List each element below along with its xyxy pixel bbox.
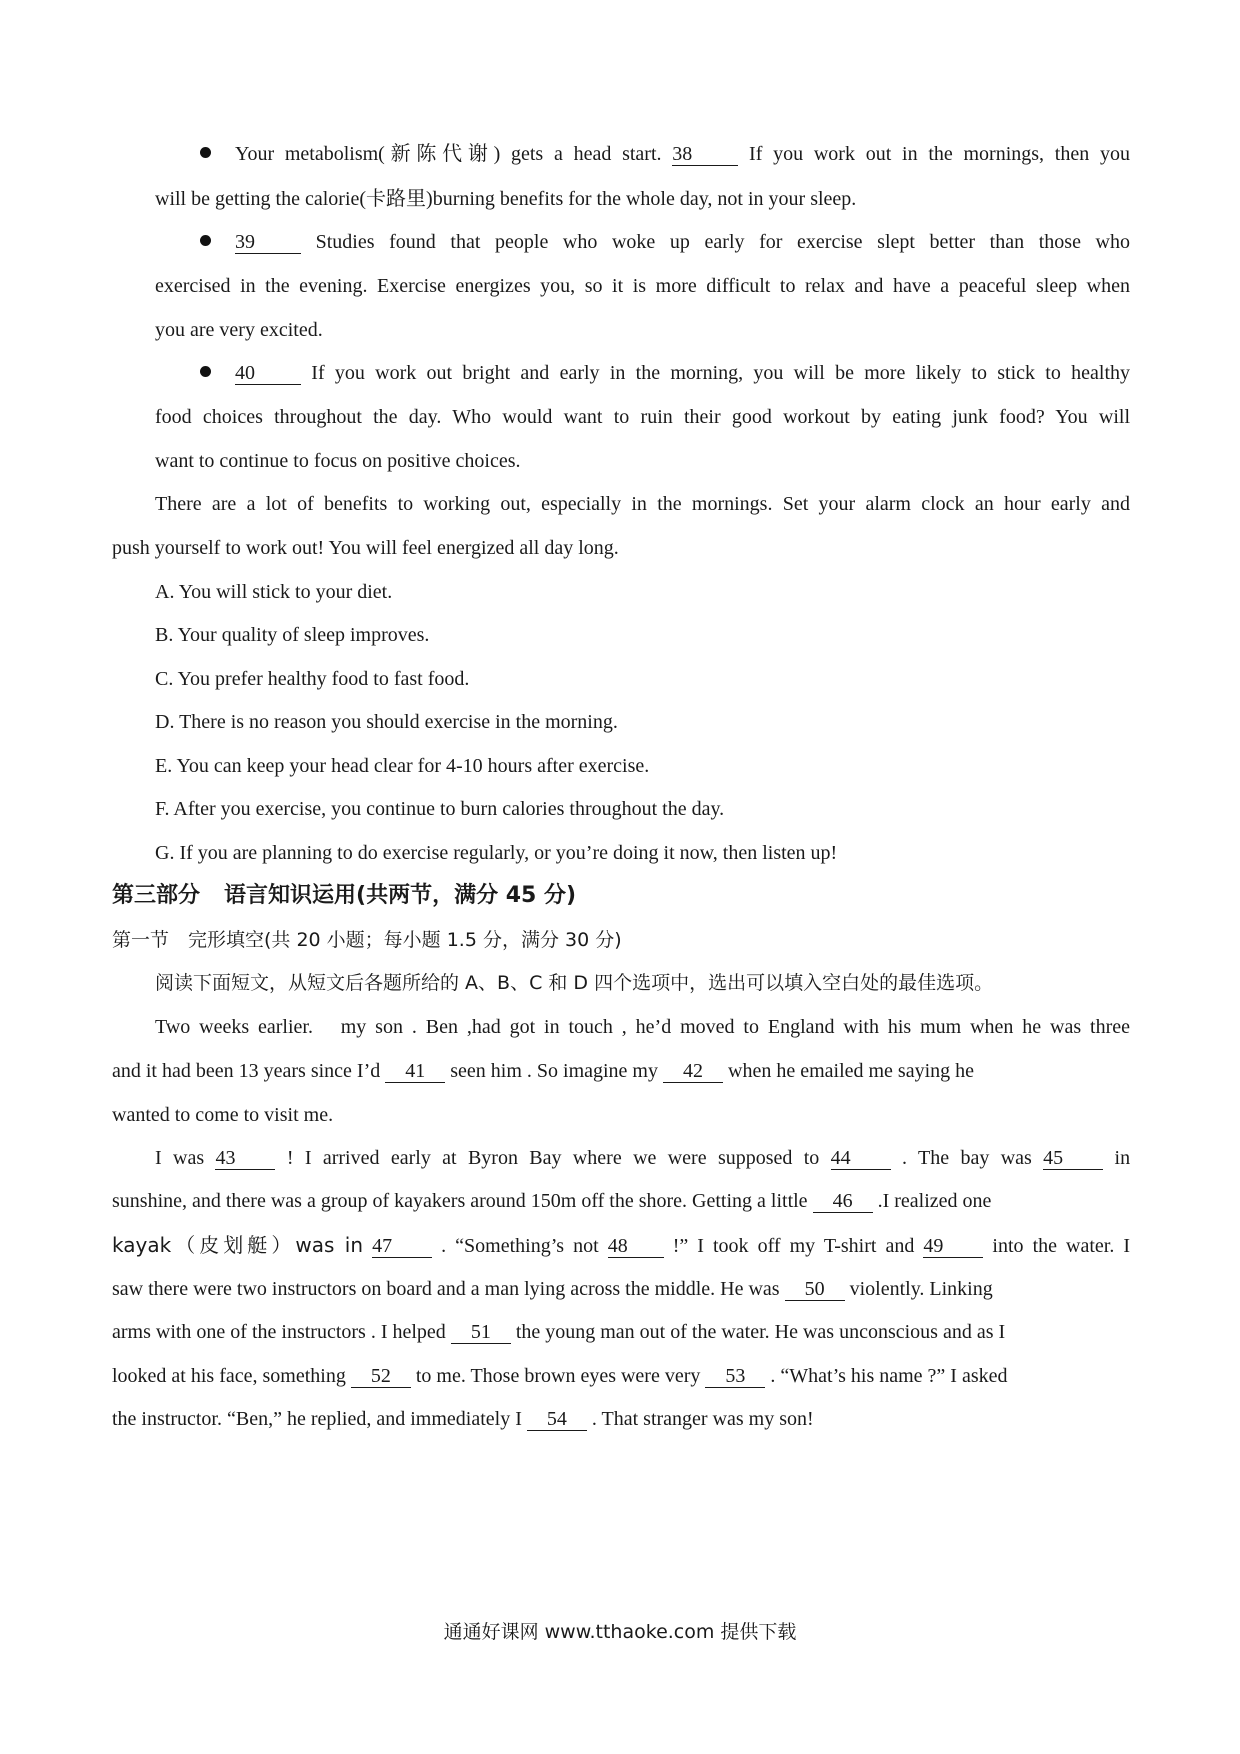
bullet-item-40	[200, 360, 1130, 386]
answer-blank-52[interactable]: 52	[351, 1365, 411, 1388]
cloze-line: Two weeks earlier. my son . Ben ,had got in touch , he’d moved to England with his mum when he was three	[155, 1016, 1130, 1038]
answer-blank-40[interactable]: 40	[235, 362, 301, 385]
answer-blank-46[interactable]: 46	[813, 1190, 873, 1213]
answer-blank-48[interactable]: 48	[608, 1235, 664, 1258]
option-d: D. There is no reason you should exercise in the morning.	[155, 711, 618, 733]
bullet-40-continuation: food choices throughout the day. Who would want to ruin their good workout by eating junk food? You will	[155, 406, 1130, 428]
bullet-item-38	[200, 141, 1130, 167]
bullet-text: If you work out bright and early in the morning, you will be more likely to stick to healthy	[311, 362, 1131, 384]
answer-blank-41[interactable]: 41	[385, 1060, 445, 1083]
bullet-text: Studies found that people who woke up early for exercise slept better than those who	[315, 231, 1130, 253]
answer-blank-45[interactable]: 45	[1043, 1147, 1103, 1170]
part3-title: 语言知识运用(共两节，满分 45 分)	[224, 883, 577, 908]
answer-blank-42[interactable]: 42	[663, 1060, 723, 1083]
option-f: F. After you exercise, you continue to burn calories throughout the day.	[155, 798, 725, 820]
bullet-dot-icon	[200, 366, 211, 377]
answer-blank-38[interactable]: 38	[672, 143, 738, 166]
bullet-text: Your metabolism(新陈代谢) gets a head start.	[235, 143, 662, 165]
answer-blank-47[interactable]: 47	[372, 1235, 432, 1258]
cloze-line: looked at his face, something 52 to me. Those brown eyes were very 53 . “What’s his name ?” I asked	[112, 1365, 1008, 1387]
bullet-39-continuation: you are very excited.	[155, 319, 323, 341]
cloze-line: and it had been 13 years since I’d 41 seen him . So imagine my 42 when he emailed me saying he	[112, 1060, 975, 1082]
bullet-item-39	[200, 229, 1130, 255]
cloze-line: I was 43 ! I arrived early at Byron Bay where we were supposed to 44 . The bay was 45 in	[155, 1147, 1131, 1169]
option-b: B. Your quality of sleep improves.	[155, 624, 430, 646]
bullet-39-continuation: exercised in the evening. Exercise energizes you, so it is more difficult to relax and have a peaceful sleep when	[155, 275, 1130, 297]
answer-blank-50[interactable]: 50	[785, 1278, 845, 1301]
conclusion-paragraph-cont: push yourself to work out! You will feel energized all day long.	[112, 537, 619, 559]
bullet-text: If you work out in the mornings, then you	[749, 143, 1130, 165]
cloze-line: wanted to come to visit me.	[112, 1104, 334, 1126]
option-g: G. If you are planning to do exercise regularly, or you’re doing it now, then listen up!	[155, 842, 838, 864]
answer-blank-49[interactable]: 49	[923, 1235, 983, 1258]
answer-blank-44[interactable]: 44	[831, 1147, 891, 1170]
cloze-line: the instructor. “Ben,” he replied, and immediately I 54 . That stranger was my son!	[112, 1408, 814, 1430]
answer-blank-54[interactable]: 54	[527, 1408, 587, 1431]
page-footer: 通通好课网 www.tthaoke.com 提供下载	[443, 1621, 797, 1643]
part3-heading	[112, 883, 1132, 909]
answer-blank-39[interactable]: 39	[235, 231, 301, 254]
part3-label: 第三部分	[112, 883, 201, 908]
section1-heading: 第一节 完形填空(共 20 小题；每小题 1.5 分，满分 30 分)	[112, 929, 622, 951]
section1-instruction: 阅读下面短文，从短文后各题所给的 A、B、C 和 D 四个选项中，选出可以填入空白处的最佳选项。	[155, 972, 994, 994]
bullet-dot-icon	[200, 147, 211, 158]
option-e: E. You can keep your head clear for 4-10 hours after exercise.	[155, 755, 650, 777]
bullet-40-continuation: want to continue to focus on positive choices.	[155, 450, 521, 472]
conclusion-paragraph: There are a lot of benefits to working out, especially in the mornings. Set your alarm clock an hour early and	[155, 493, 1130, 515]
bullet-dot-icon	[200, 235, 211, 246]
answer-blank-43[interactable]: 43	[215, 1147, 275, 1170]
cloze-line: saw there were two instructors on board and a man lying across the middle. He was 50 violently. Linking	[112, 1278, 993, 1300]
cloze-line: kayak（皮划艇）was in 47 . “Something’s not 48 !” I took off my T-shirt and 49 into the water. I	[112, 1233, 1131, 1257]
cloze-line: arms with one of the instructors . I helped 51 the young man out of the water. He was unconscious and as I	[112, 1321, 1006, 1343]
answer-blank-51[interactable]: 51	[451, 1321, 511, 1344]
answer-blank-53[interactable]: 53	[705, 1365, 765, 1388]
bullet-38-continuation: will be getting the calorie(卡路里)burning benefits for the whole day, not in your sleep.	[155, 188, 857, 210]
cloze-line: sunshine, and there was a group of kayakers around 150m off the shore. Getting a little 46 .I realized one	[112, 1190, 992, 1212]
option-a: A. You will stick to your diet.	[155, 581, 393, 603]
option-c: C. You prefer healthy food to fast food.	[155, 668, 470, 690]
